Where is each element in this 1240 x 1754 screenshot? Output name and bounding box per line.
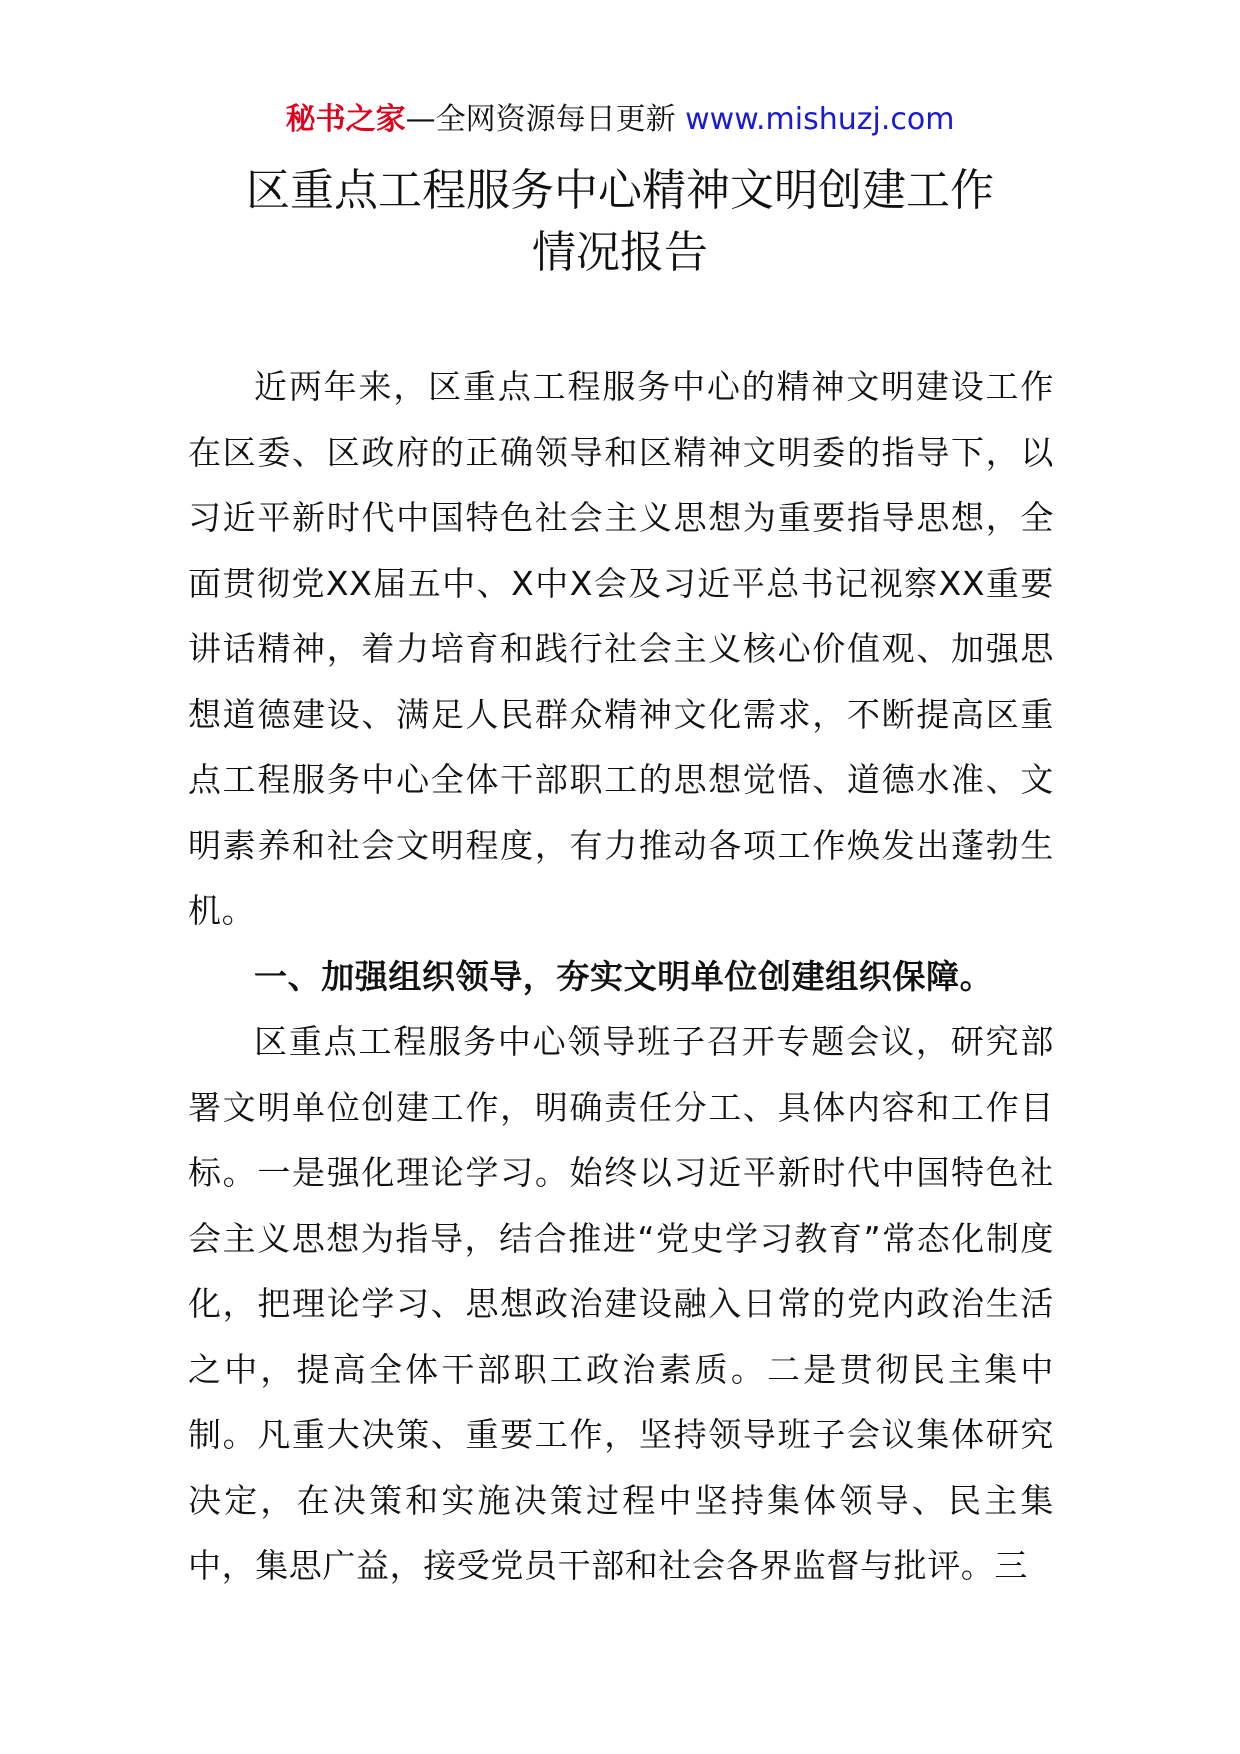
title-line-1: 区重点工程服务中心精神文明创建工作 [246,165,994,216]
title-line-2: 情况报告 [532,227,708,278]
header-tagline: —全网资源每日更新 [405,102,676,137]
section-heading-1: 一、加强组织领导，夯实文明单位创建组织保障。 [254,956,994,996]
watermark-header [0,100,1240,140]
intro-paragraph: 近两年来，区重点工程服务中心的精神文明建设工作在区委、区政府的正确领导和区精神文明委的指导下，以习近平新时代中国特色社会主义思想为重要指导思想，全面贯彻党XX届五中、X中X会及习近平总书记视察XX重要讲话精神，着力培育和践行社会主义核心价值观、加强思想道德建设、满足人民群众精神文化需求，不断提高区重点工程服务中心全体干部职工的思想觉悟、道德水准、文明素养和社会文明程度，有力推动各项工作焕发出蓬勃生机。 [188,367,1054,930]
document-body [188,354,1054,1599]
brand-name: 秘书之家 [285,102,406,137]
header-url-link[interactable]: www.mishuzj.com [685,102,955,137]
section-1-paragraph: 区重点工程服务中心领导班子召开专题会议，研究部署文明单位创建工作，明确责任分工、具体内容和工作目标。一是强化理论学习。始终以习近平新时代中国特色社会主义思想为指导，结合推进“党史学习教育”常态化制度化，把理论学习、思想政治建设融入日常的党内政治生活之中，提高全体干部职工政治素质。二是贯彻民主集中制。凡重大决策、重要工作，坚持领导班子会议集体研究决定，在决策和实施决策过程中坚持集体领导、民主集中，集思广益，接受党员干部和社会各界监督与批评。三 [188,1022,1054,1585]
document-title [0,160,1240,284]
